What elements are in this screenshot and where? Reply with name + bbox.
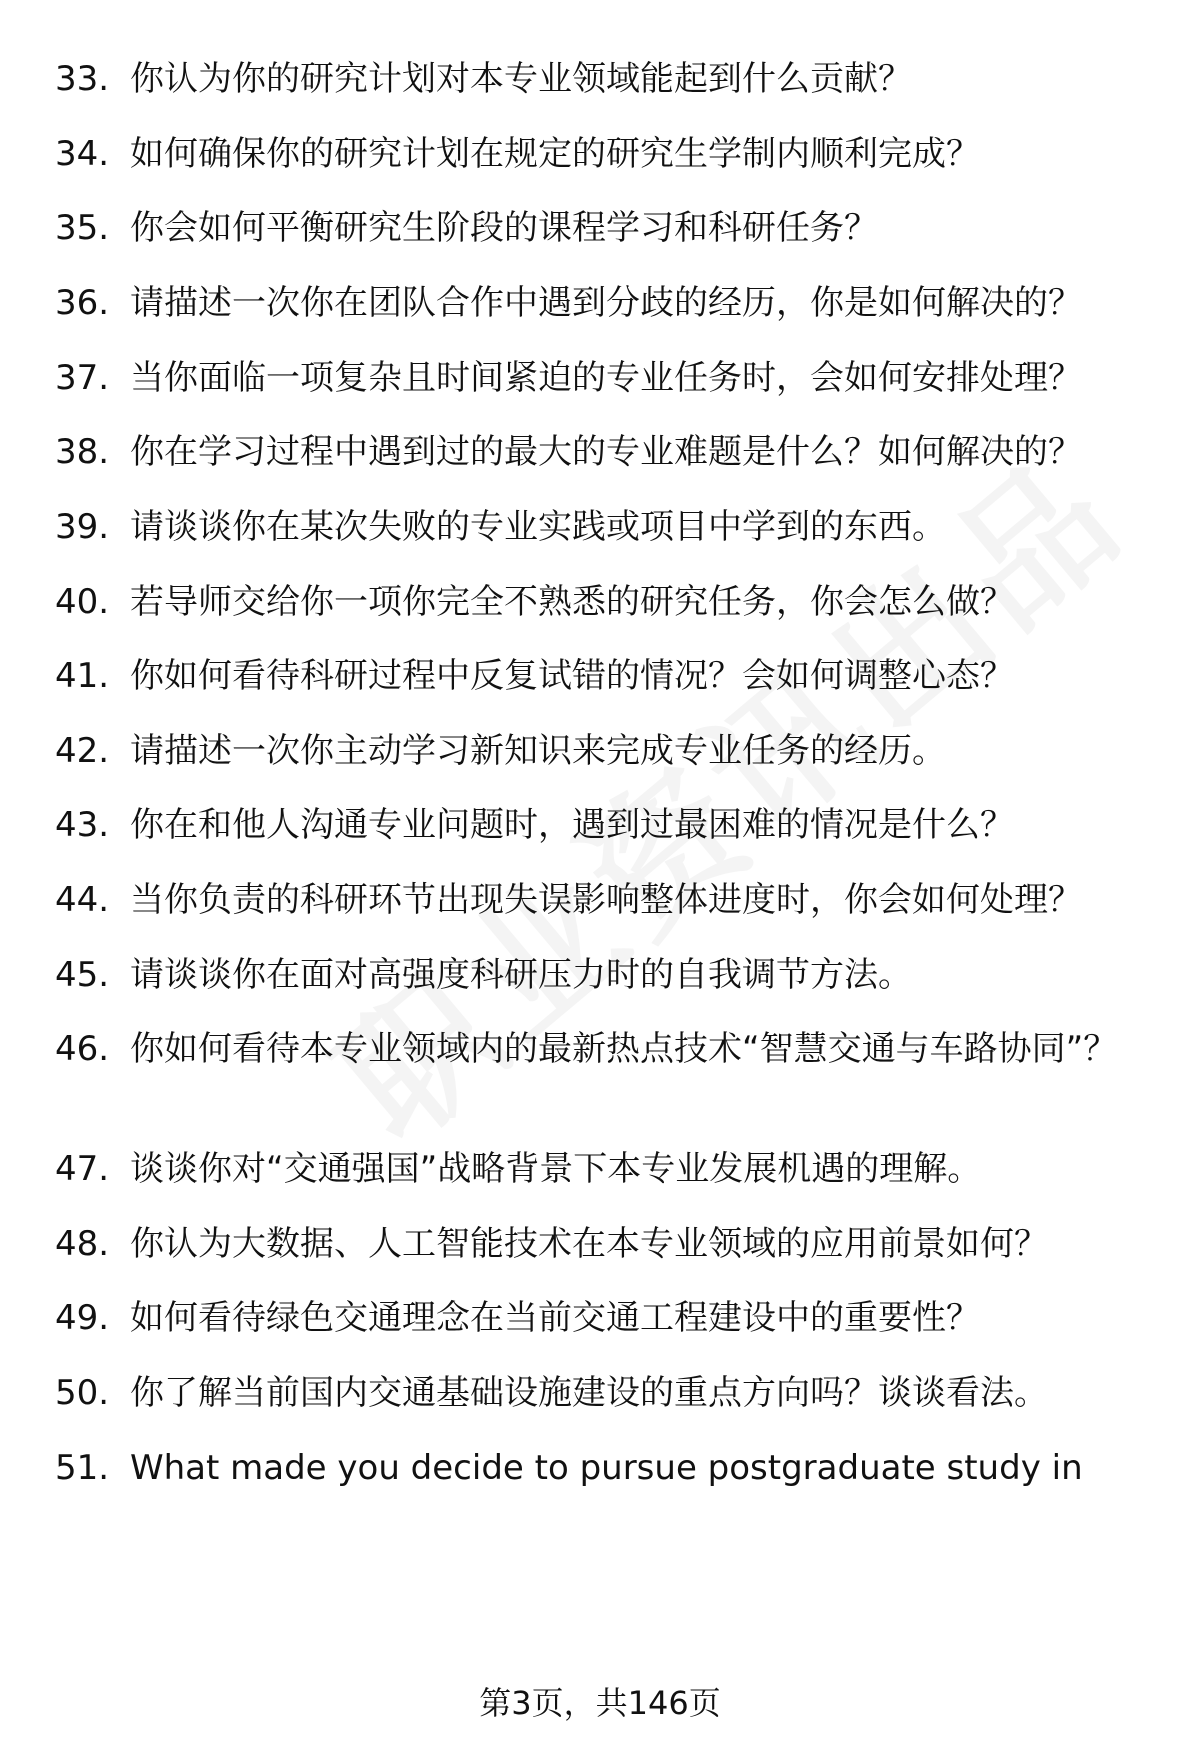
question-text: 请谈谈你在某次失败的专业实践或项目中学到的东西。 [130,507,946,547]
question-number: 50. [55,1373,110,1413]
question-number: 51. [55,1448,110,1488]
question-text: 你了解当前国内交通基础设施建设的重点方向吗？谈谈看法。 [130,1373,1048,1413]
question-text: 请谈谈你在面对高强度科研压力时的自我调节方法。 [130,955,912,995]
question-text: 当你负责的科研环节出现失误影响整体进度时，你会如何处理？ [130,880,1082,920]
question-text: 你认为大数据、人工智能技术在本专业领域的应用前景如何？ [130,1224,1048,1264]
question-number: 42. [55,731,110,771]
question-number: 34. [55,134,110,174]
question-number: 49. [55,1298,110,1338]
question-number: 41. [55,656,110,696]
page-footer: 第3页，共146页 [479,1684,721,1722]
question-number: 46. [55,1029,110,1069]
question-text: What made you decide to pursue postgraduate study in [130,1448,1083,1488]
question-number: 39. [55,507,110,547]
question-number: 35. [55,208,110,248]
question-number: 44. [55,880,110,920]
question-text: 你会如何平衡研究生阶段的课程学习和科研任务？ [130,208,878,248]
question-number: 38. [55,432,110,472]
question-text: 当你面临一项复杂且时间紧迫的专业任务时，会如何安排处理？ [130,358,1082,398]
question-text: 你如何看待科研过程中反复试错的情况？会如何调整心态？ [130,656,1014,696]
question-number: 45. [55,955,110,995]
question-number: 37. [55,358,110,398]
question-number: 48. [55,1224,110,1264]
question-text: 谈谈你对“交通强国”战略背景下本专业发展机遇的理解。 [130,1149,982,1189]
question-number: 47. [55,1149,110,1189]
question-text: 请描述一次你主动学习新知识来完成专业任务的经历。 [130,731,946,771]
question-text: 你如何看待本专业领域内的最新热点技术“智慧交通与车路协同”？ [130,1029,1118,1069]
question-number: 33. [55,59,110,99]
question-text: 如何确保你的研究计划在规定的研究生学制内顺利完成？ [130,134,980,174]
question-text: 如何看待绿色交通理念在当前交通工程建设中的重要性？ [130,1298,980,1338]
question-number: 43. [55,805,110,845]
question-text: 你认为你的研究计划对本专业领域能起到什么贡献？ [130,59,912,99]
question-text: 你在学习过程中遇到过的最大的专业难题是什么？如何解决的？ [130,432,1082,472]
question-number: 40. [55,582,110,622]
question-text: 若导师交给你一项你完全不熟悉的研究任务，你会怎么做？ [130,582,1014,622]
question-text: 你在和他人沟通专业问题时，遇到过最困难的情况是什么？ [130,805,1014,845]
question-text: 请描述一次你在团队合作中遇到分歧的经历，你是如何解决的？ [130,283,1082,323]
question-number: 36. [55,283,110,323]
